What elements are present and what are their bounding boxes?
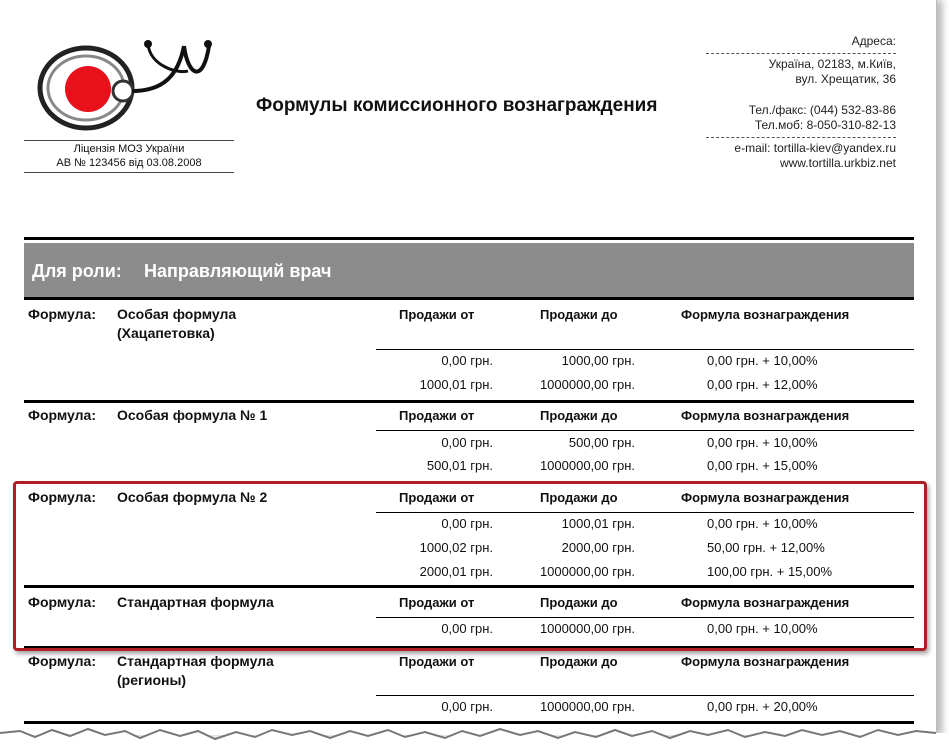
sales-to-value: 1000000,00 грн. — [539, 621, 635, 636]
sales-from-value: 0,00 грн. — [441, 353, 493, 368]
sales-to-value: 1000,00 грн. — [561, 353, 635, 368]
formula-name: Особая формула — [117, 306, 237, 322]
address-line-1: Україна, 02183, м.Київ, — [768, 57, 896, 71]
formula-label: Формула: — [28, 306, 96, 322]
formula-name-line2: (Хацапетовка) — [117, 325, 215, 341]
formula-name: Особая формула № 1 — [117, 407, 268, 423]
column-header-sales-from: Продажи от — [399, 307, 475, 322]
sales-from-value: 1000,01 грн. — [419, 377, 493, 392]
reward-formula-value: 0,00 грн. + 10,00% — [707, 516, 818, 531]
column-header-sales-from: Продажи от — [399, 595, 475, 610]
role-header — [24, 243, 914, 297]
address-label: Адреса: — [851, 34, 896, 48]
formula-name: Особая формула № 2 — [117, 489, 268, 505]
divider — [24, 297, 914, 300]
sales-to-value: 1000000,00 грн. — [539, 699, 635, 714]
formula-name: Стандартная формула — [117, 653, 274, 669]
reward-formula-value: 0,00 грн. + 20,00% — [707, 699, 818, 714]
sales-from-value: 1000,02 грн. — [419, 540, 493, 555]
divider — [24, 237, 914, 240]
reward-formula-value: 0,00 грн. + 10,00% — [707, 621, 818, 636]
role-label: Для роли: — [32, 261, 122, 281]
role-value: Направляющий врач — [144, 261, 332, 281]
divider — [376, 695, 914, 696]
email: e-mail: tortilla-kiev@yandex.ru — [734, 141, 896, 155]
divider — [24, 400, 914, 403]
license-line-1: Ліцензія МОЗ України — [73, 143, 185, 155]
formula-label: Формула: — [28, 594, 96, 610]
sales-from-value: 0,00 грн. — [441, 435, 493, 450]
column-header-sales-to: Продажи до — [540, 490, 618, 505]
sales-from-value: 2000,01 грн. — [419, 564, 493, 579]
divider — [376, 349, 914, 350]
sales-from-value: 0,00 грн. — [441, 699, 493, 714]
column-header-reward-formula: Формула вознаграждения — [681, 654, 850, 669]
column-header-reward-formula: Формула вознаграждения — [681, 595, 850, 610]
sales-to-value: 1000000,00 грн. — [539, 458, 635, 473]
column-header-sales-to: Продажи до — [540, 408, 618, 423]
sales-to-value: 1000,01 грн. — [561, 516, 635, 531]
address-line-2: вул. Хрещатик, 36 — [795, 72, 896, 86]
license-info — [24, 140, 234, 173]
column-header-sales-from: Продажи от — [399, 408, 475, 423]
website: www.tortilla.urkbiz.net — [779, 156, 896, 170]
highlight-box — [13, 481, 927, 651]
column-header-reward-formula: Формула вознаграждения — [681, 307, 850, 322]
column-header-sales-to: Продажи до — [540, 654, 618, 669]
sales-to-value: 2000,00 грн. — [561, 540, 635, 555]
medical-logo-icon — [28, 36, 228, 141]
reward-formula-value: 0,00 грн. + 12,00% — [707, 377, 818, 392]
formula-label: Формула: — [28, 407, 96, 423]
reward-formula-value: 0,00 грн. + 10,00% — [707, 435, 818, 450]
sales-to-value: 1000000,00 грн. — [539, 377, 635, 392]
mobile-phone: Тел.моб: 8-050-310-82-13 — [754, 118, 896, 132]
reward-formula-value: 50,00 грн. + 12,00% — [707, 540, 825, 555]
column-header-sales-to: Продажи до — [540, 307, 618, 322]
divider — [706, 137, 896, 138]
page-title: Формулы комиссионного вознаграждения — [256, 95, 658, 116]
column-header-sales-from: Продажи от — [399, 654, 475, 669]
column-header-sales-to: Продажи до — [540, 595, 618, 610]
sales-from-value: 0,00 грн. — [441, 621, 493, 636]
column-header-sales-from: Продажи от — [399, 490, 475, 505]
license-line-2: АВ № 123456 від 03.08.2008 — [56, 157, 202, 169]
column-header-reward-formula: Формула вознаграждения — [681, 490, 850, 505]
contact-block — [706, 34, 896, 171]
reward-formula-value: 0,00 грн. + 10,00% — [707, 353, 818, 368]
formula-label: Формула: — [28, 489, 96, 505]
reward-formula-value: 100,00 грн. + 15,00% — [707, 564, 833, 579]
divider — [706, 53, 896, 54]
formula-name-line2: (регионы) — [117, 672, 187, 688]
formula-name: Стандартная формула — [117, 594, 274, 610]
divider — [376, 430, 914, 431]
reward-formula-value: 0,00 грн. + 15,00% — [707, 458, 818, 473]
sales-from-value: 500,01 грн. — [426, 458, 493, 473]
column-header-reward-formula: Формула вознаграждения — [681, 408, 850, 423]
sales-from-value: 0,00 грн. — [441, 516, 493, 531]
sales-to-value: 1000000,00 грн. — [539, 564, 635, 579]
formula-label: Формула: — [28, 653, 96, 669]
phone-fax: Тел./факс: (044) 532-83-86 — [748, 103, 896, 117]
sales-to-value: 500,00 грн. — [568, 435, 635, 450]
torn-edge — [0, 713, 949, 753]
